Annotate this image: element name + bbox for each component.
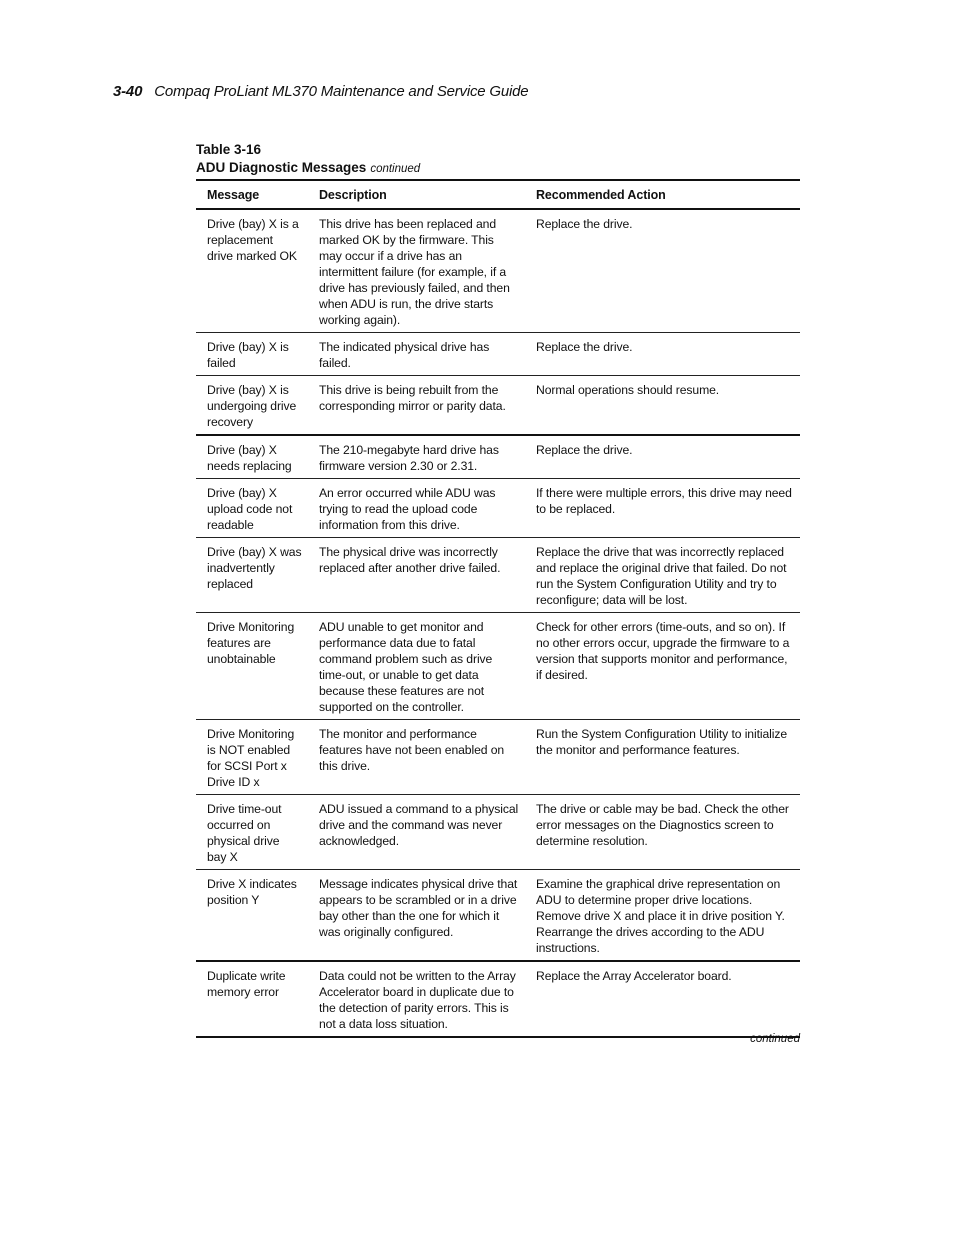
description-cell: The 210-megabyte hard drive has firmware version 2.30 or 2.31.: [308, 435, 525, 479]
description-cell: An error occurred while ADU was trying to read the upload code information from this drive.: [308, 479, 525, 538]
message-cell: Drive (bay) X was inadvertently replaced: [196, 538, 308, 613]
message-cell: Drive (bay) X needs replacing: [196, 435, 308, 479]
action-cell: Replace the drive that was incorrectly replaced and replace the original drive that failed. Do not run the System Configuration Utility and try to reconfigure; data will be lost.: [525, 538, 800, 613]
action-cell: Examine the graphical drive representation on ADU to determine proper drive locations. Remove drive X and place it in drive position Y. Rearrange the drives according to the ADU instructions.: [525, 870, 800, 962]
table-row: [196, 209, 800, 333]
description-cell: ADU issued a command to a physical drive and the command was never acknowledged.: [308, 795, 525, 870]
column-header-message: Message: [196, 180, 308, 209]
page-header: [113, 83, 528, 100]
diagnostic-messages-table: [196, 179, 800, 1038]
message-cell: Drive X indicates position Y: [196, 870, 308, 962]
message-cell: Duplicate write memory error: [196, 961, 308, 1037]
message-cell: Drive (bay) X is a replacement drive marked OK: [196, 209, 308, 333]
description-cell: This drive has been replaced and marked OK by the firmware. This may occur if a drive has an intermittent failure (for example, if a drive has previously failed, and then when ADU is run, the drive starts working again).: [308, 209, 525, 333]
table-header-row: [196, 180, 800, 209]
table-number: Table 3-16: [196, 142, 262, 157]
message-cell: Drive Monitoring is NOT enabled for SCSI Port x Drive ID x: [196, 720, 308, 795]
description-cell: Message indicates physical drive that appears to be scrambled or in a drive bay other than the one for which it was originally configured.: [308, 870, 525, 962]
action-cell: Replace the drive.: [525, 435, 800, 479]
table-row: [196, 870, 800, 962]
description-cell: ADU unable to get monitor and performance data due to fatal command problem such as drive time-out, or unable to get data because these features are not supported on the controller.: [308, 613, 525, 720]
message-cell: Drive (bay) X upload code not readable: [196, 479, 308, 538]
page-number: 3-40: [113, 83, 143, 100]
description-cell: Data could not be written to the Array Accelerator board in duplicate due to the detection of parity errors. This is not a data loss situation.: [308, 961, 525, 1037]
footer-continued: continued: [750, 1033, 800, 1045]
table-row: [196, 961, 800, 1037]
column-header-description: Description: [308, 180, 525, 209]
table-title: ADU Diagnostic Messages: [196, 160, 367, 175]
message-cell: Drive Monitoring features are unobtainable: [196, 613, 308, 720]
table-row: [196, 376, 800, 436]
table-caption: [196, 141, 420, 178]
action-cell: Check for other errors (time-outs, and so on). If no other errors occur, upgrade the firmware to a version that supports monitor and performance, if desired.: [525, 613, 800, 720]
message-cell: Drive (bay) X is failed: [196, 333, 308, 376]
description-cell: The indicated physical drive has failed.: [308, 333, 525, 376]
table-row: [196, 333, 800, 376]
table-row: [196, 795, 800, 870]
action-cell: Replace the Array Accelerator board.: [525, 961, 800, 1037]
table-row: [196, 435, 800, 479]
table-row: [196, 479, 800, 538]
action-cell: Replace the drive.: [525, 333, 800, 376]
table-row: [196, 720, 800, 795]
message-cell: Drive time-out occurred on physical drive bay X: [196, 795, 308, 870]
message-cell: Drive (bay) X is undergoing drive recovery: [196, 376, 308, 436]
caption-continued: continued: [370, 163, 421, 175]
action-cell: Normal operations should resume.: [525, 376, 800, 436]
description-cell: The monitor and performance features have not been enabled on this drive.: [308, 720, 525, 795]
description-cell: This drive is being rebuilt from the corresponding mirror or parity data.: [308, 376, 525, 436]
action-cell: The drive or cable may be bad. Check the other error messages on the Diagnostics screen to determine resolution.: [525, 795, 800, 870]
table-row: [196, 538, 800, 613]
column-header-action: Recommended Action: [525, 180, 800, 209]
table: [196, 179, 800, 1038]
description-cell: The physical drive was incorrectly replaced after another drive failed.: [308, 538, 525, 613]
action-cell: Replace the drive.: [525, 209, 800, 333]
guide-title: Compaq ProLiant ML370 Maintenance and Service Guide: [154, 83, 529, 100]
table-row: [196, 613, 800, 720]
action-cell: If there were multiple errors, this drive may need to be replaced.: [525, 479, 800, 538]
action-cell: Run the System Configuration Utility to initialize the monitor and performance features.: [525, 720, 800, 795]
